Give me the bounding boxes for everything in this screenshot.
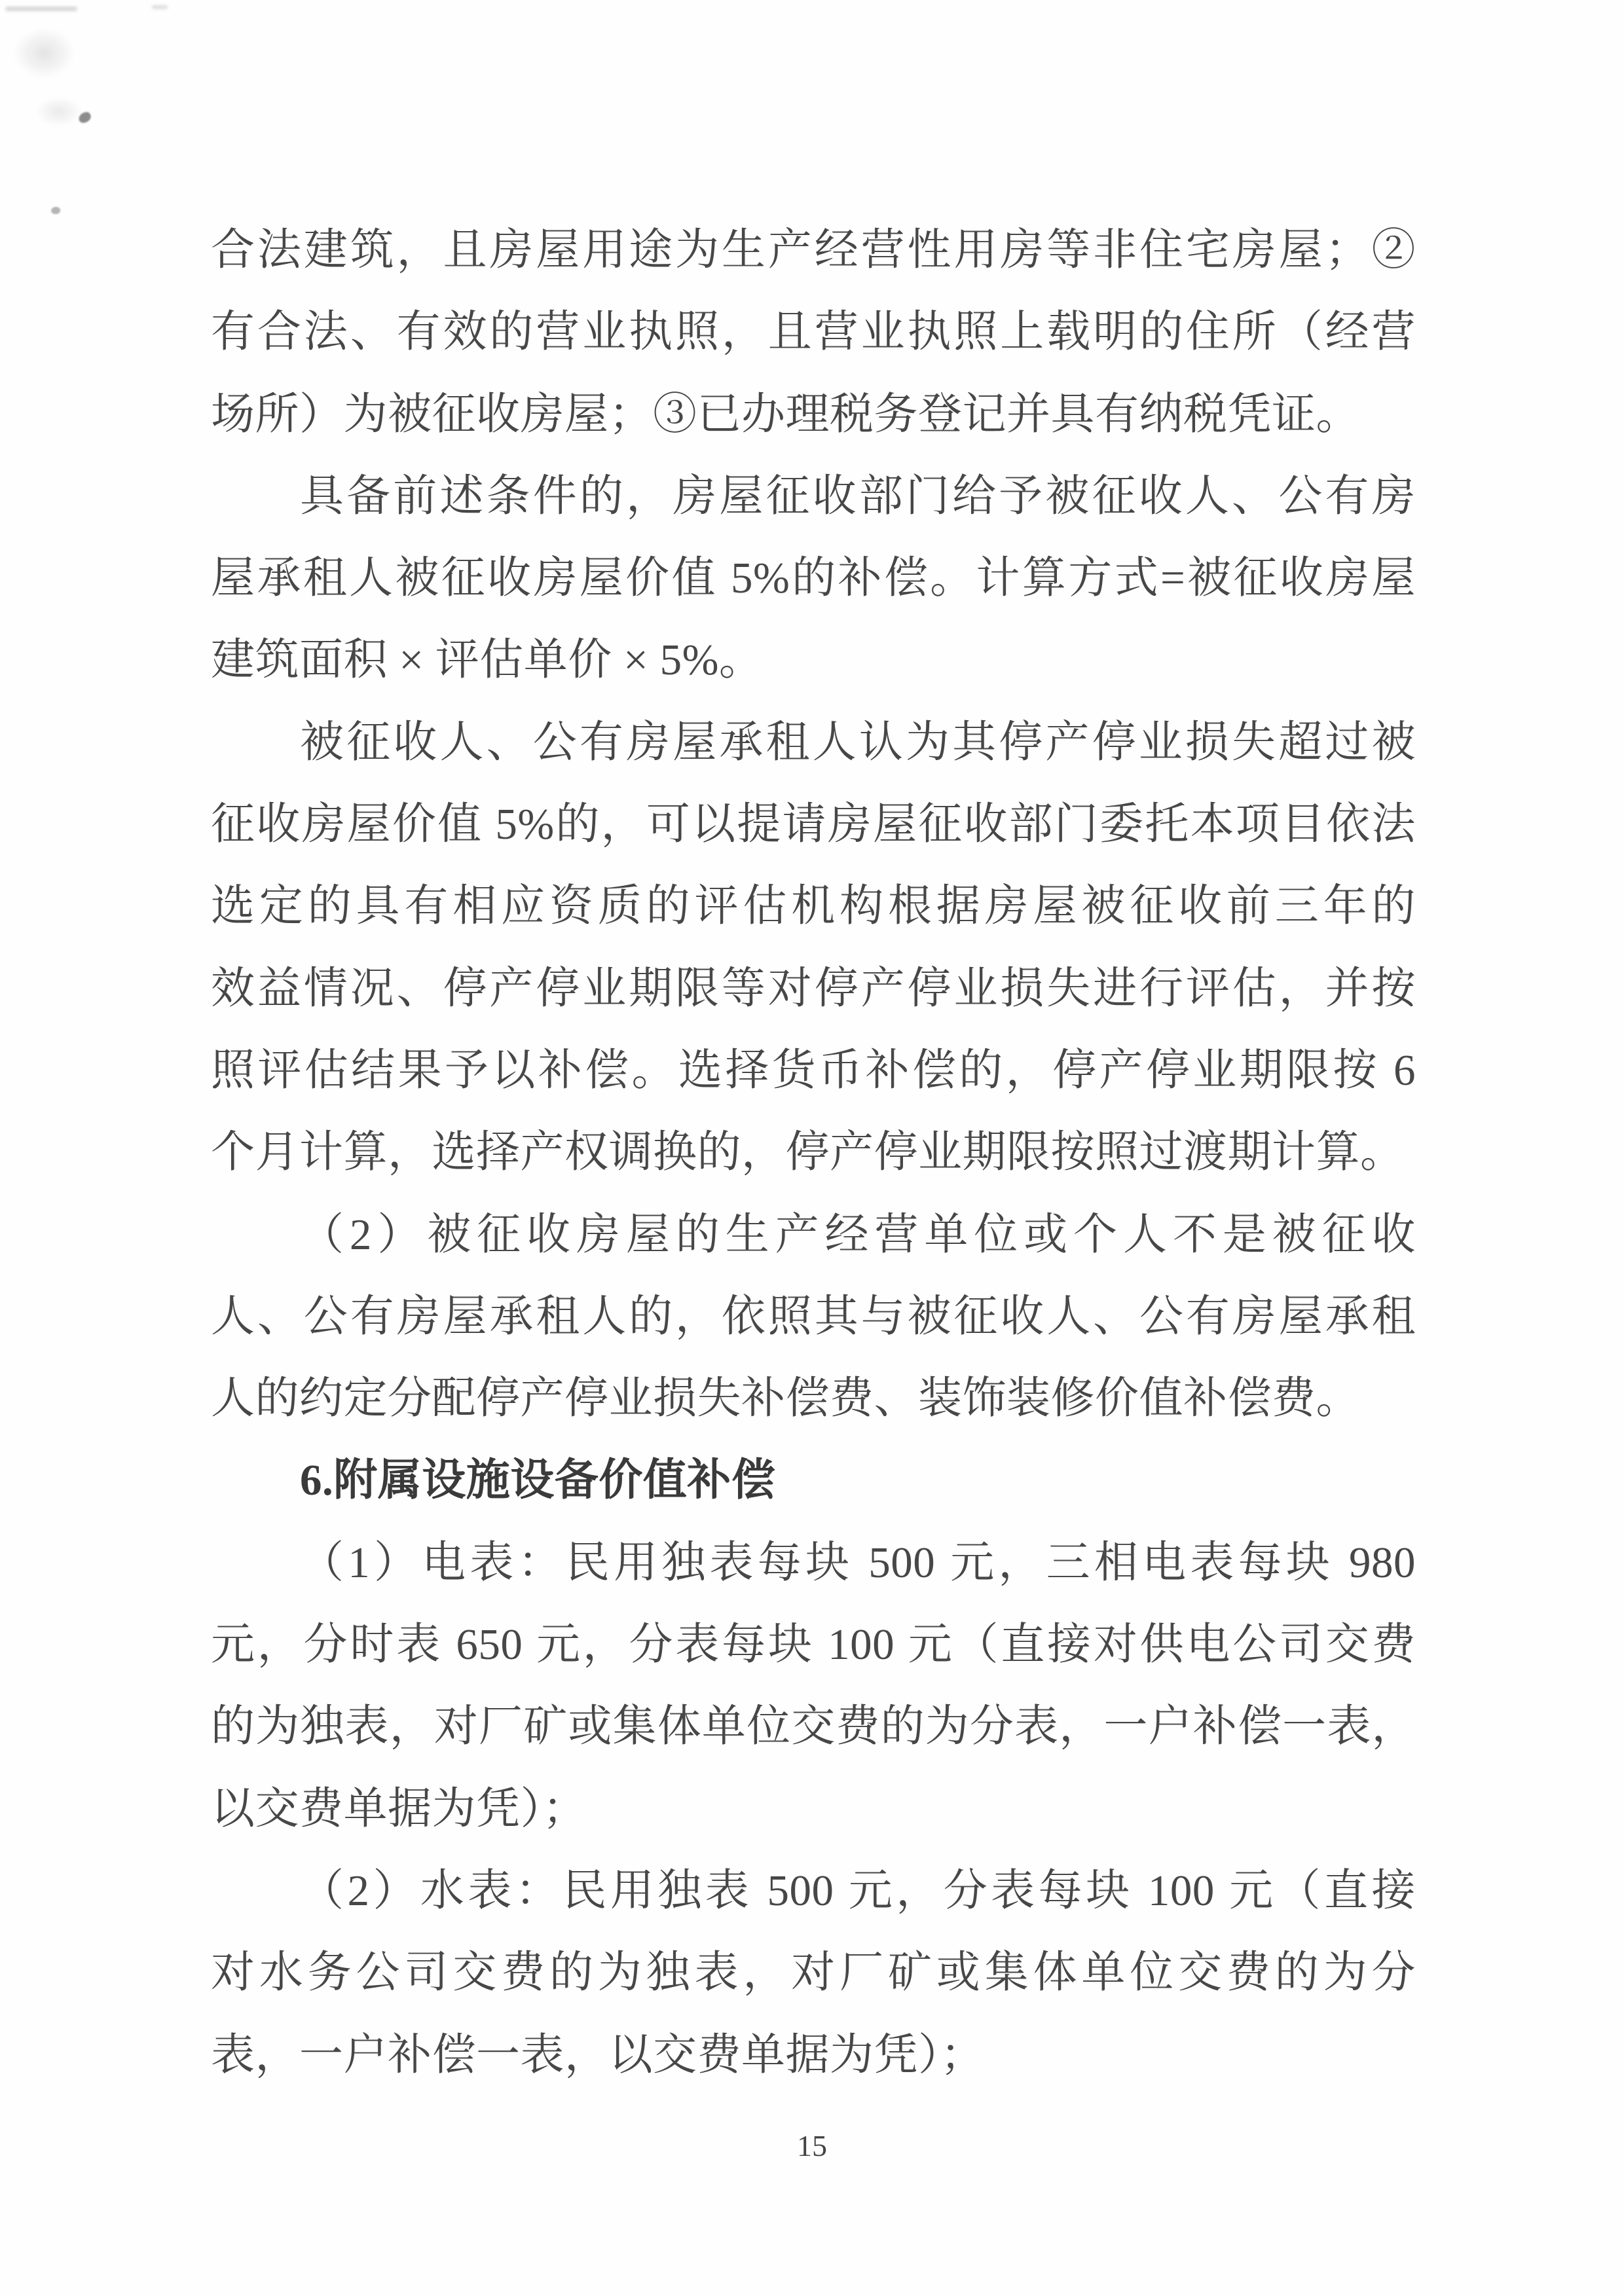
text-line: （2）水表：民用独表 500 元，分表每块 100 元（直接 [300, 1866, 1416, 1915]
text-line: 元，分时表 650 元，分表每块 100 元（直接对供电公司交费 [211, 1620, 1416, 1669]
text-line: 有合法、有效的营业执照，且营业执照上载明的住所（经营 [211, 308, 1416, 357]
document-body [211, 210, 1416, 2096]
scan-artifact-smudge [13, 27, 75, 79]
text-line: 对水务公司交费的为独表，对厂矿或集体单位交费的为分 [211, 1948, 1416, 1997]
text-line: 效益情况、停产停业期限等对停产停业损失进行评估，并按 [211, 964, 1416, 1013]
scan-artifact-streak [5, 7, 77, 11]
text-line: 建筑面积 × 评估单价 × 5%。 [211, 636, 764, 685]
text-line: 表，一户补偿一表，以交费单据为凭）； [211, 2030, 985, 2079]
text-line: 选定的具有相应资质的评估机构根据房屋被征收前三年的 [211, 882, 1416, 931]
text-line: 合法建筑，且房屋用途为生产经营性用房等非住宅房屋；② [211, 226, 1416, 274]
text-line: 征收房屋价值 5%的，可以提请房屋征收部门委托本项目依法 [211, 800, 1416, 849]
text-line: 人的约定分配停产停业损失补偿费、装饰装修价值补偿费。 [211, 1374, 1360, 1423]
text-line: 屋承租人被征收房屋价值 5%的补偿。计算方式=被征收房屋 [211, 554, 1416, 603]
text-line: 照评估结果予以补偿。选择货币补偿的，停产停业期限按 6 [211, 1046, 1416, 1095]
text-line: 具备前述条件的，房屋征收部门给予被征收人、公有房 [300, 471, 1416, 520]
scan-artifact-speck [77, 111, 92, 124]
scan-artifact-speck [51, 207, 60, 214]
text-line: （1）电表：民用独表每块 500 元，三相电表每块 980 [300, 1538, 1416, 1587]
scan-artifact-streak [152, 5, 168, 9]
page-number: 15 [797, 2129, 827, 2162]
text-line: 以交费单据为凭）； [211, 1784, 587, 1833]
text-line: 人、公有房屋承租人的，依照其与被征收人、公有房屋承租 [211, 1292, 1416, 1341]
section-heading: 6.附属设施设备价值补偿 [300, 1456, 776, 1505]
text-line: 被征收人、公有房屋承租人认为其停产停业损失超过被 [300, 718, 1416, 767]
text-line: 的为独表，对厂矿或集体单位交费的为分表，一户补偿一表， [211, 1702, 1416, 1751]
text-line: 个月计算，选择产权调换的，停产停业期限按照过渡期计算。 [211, 1128, 1405, 1177]
text-line: 场所）为被征收房屋；③已办理税务登记并具有纳税凭证。 [211, 390, 1360, 439]
scan-artifact-smudge [36, 97, 82, 126]
text-line: （2）被征收房屋的生产经营单位或个人不是被征收 [300, 1210, 1416, 1259]
